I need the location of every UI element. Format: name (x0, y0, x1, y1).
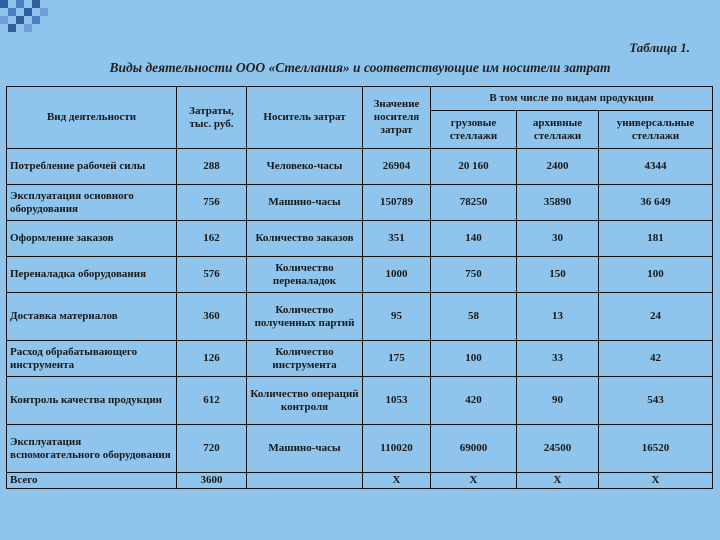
header-carrier-value: Значение носителя затрат (363, 87, 431, 149)
costs-cell: 756 (177, 185, 247, 221)
cargo-racks-cell: 140 (431, 221, 517, 257)
carrier-value-cell: 351 (363, 221, 431, 257)
carrier-cell (247, 473, 363, 489)
header-carrier: Носитель затрат (247, 87, 363, 149)
archive-racks-cell: 2400 (517, 149, 599, 185)
carrier-cell: Количество полученных партий (247, 293, 363, 341)
table-row (7, 473, 713, 489)
activity-cell: Доставка материалов (7, 293, 177, 341)
costs-cell: 612 (177, 377, 247, 425)
universal-racks-cell: Х (599, 473, 713, 489)
carrier-value-cell: 150789 (363, 185, 431, 221)
table-row (7, 425, 713, 473)
activity-cell: Переналадка оборудования (7, 257, 177, 293)
activity-cell: Эксплуатация основного оборудования (7, 185, 177, 221)
table-row (7, 221, 713, 257)
universal-racks-cell: 4344 (599, 149, 713, 185)
cargo-racks-cell: 420 (431, 377, 517, 425)
activity-cost-table (6, 86, 713, 489)
archive-racks-cell: 90 (517, 377, 599, 425)
carrier-cell: Количество заказов (247, 221, 363, 257)
universal-racks-cell: 100 (599, 257, 713, 293)
activity-cell: Эксплуатация вспомогательного оборудования (7, 425, 177, 473)
cargo-racks-cell: 750 (431, 257, 517, 293)
costs-cell: 126 (177, 341, 247, 377)
universal-racks-cell: 42 (599, 341, 713, 377)
table-row (7, 149, 713, 185)
table-row (7, 341, 713, 377)
carrier-cell: Машино-часы (247, 185, 363, 221)
carrier-value-cell: 1053 (363, 377, 431, 425)
costs-cell: 360 (177, 293, 247, 341)
archive-racks-cell: 30 (517, 221, 599, 257)
cargo-racks-cell: 100 (431, 341, 517, 377)
header-product-universal: универсальные стеллажи (599, 111, 713, 149)
table-row (7, 377, 713, 425)
header-product-cargo: грузовые стеллажи (431, 111, 517, 149)
archive-racks-cell: 13 (517, 293, 599, 341)
archive-racks-cell: 150 (517, 257, 599, 293)
activity-cell: Потребление рабочей силы (7, 149, 177, 185)
carrier-cell: Количество переналадок (247, 257, 363, 293)
table-row (7, 185, 713, 221)
archive-racks-cell: 33 (517, 341, 599, 377)
archive-racks-cell: Х (517, 473, 599, 489)
table-caption: Виды деятельности ООО «Стеллания» и соответствующие им носители затрат (109, 60, 611, 75)
universal-racks-cell: 16520 (599, 425, 713, 473)
decorative-checker-pattern (0, 0, 56, 36)
activity-cell: Расход обрабатывающего инструмента (7, 341, 177, 377)
universal-racks-cell: 36 649 (599, 185, 713, 221)
table-label: Таблица 1. (629, 40, 690, 55)
carrier-cell: Человеко-часы (247, 149, 363, 185)
carrier-cell: Количество инструмента (247, 341, 363, 377)
header-costs: Затраты, тыс. руб. (177, 87, 247, 149)
carrier-value-cell: 95 (363, 293, 431, 341)
carrier-value-cell: 175 (363, 341, 431, 377)
activity-cell: Всего (7, 473, 177, 489)
carrier-value-cell: Х (363, 473, 431, 489)
header-by-product: В том числе по видам продукции (431, 87, 713, 111)
cargo-racks-cell: 58 (431, 293, 517, 341)
archive-racks-cell: 24500 (517, 425, 599, 473)
costs-cell: 3600 (177, 473, 247, 489)
cargo-racks-cell: Х (431, 473, 517, 489)
cargo-racks-cell: 78250 (431, 185, 517, 221)
table-row (7, 257, 713, 293)
universal-racks-cell: 181 (599, 221, 713, 257)
cargo-racks-cell: 69000 (431, 425, 517, 473)
cargo-racks-cell: 20 160 (431, 149, 517, 185)
archive-racks-cell: 35890 (517, 185, 599, 221)
carrier-value-cell: 1000 (363, 257, 431, 293)
universal-racks-cell: 24 (599, 293, 713, 341)
activity-cell: Оформление заказов (7, 221, 177, 257)
costs-cell: 576 (177, 257, 247, 293)
carrier-value-cell: 110020 (363, 425, 431, 473)
costs-cell: 162 (177, 221, 247, 257)
carrier-value-cell: 26904 (363, 149, 431, 185)
carrier-cell: Количество операций контроля (247, 377, 363, 425)
universal-racks-cell: 543 (599, 377, 713, 425)
costs-cell: 720 (177, 425, 247, 473)
header-activity: Вид деятельности (7, 87, 177, 149)
carrier-cell: Машино-часы (247, 425, 363, 473)
costs-cell: 288 (177, 149, 247, 185)
header-product-archive: архивные стеллажи (517, 111, 599, 149)
table-row (7, 293, 713, 341)
activity-cell: Контроль качества продукции (7, 377, 177, 425)
